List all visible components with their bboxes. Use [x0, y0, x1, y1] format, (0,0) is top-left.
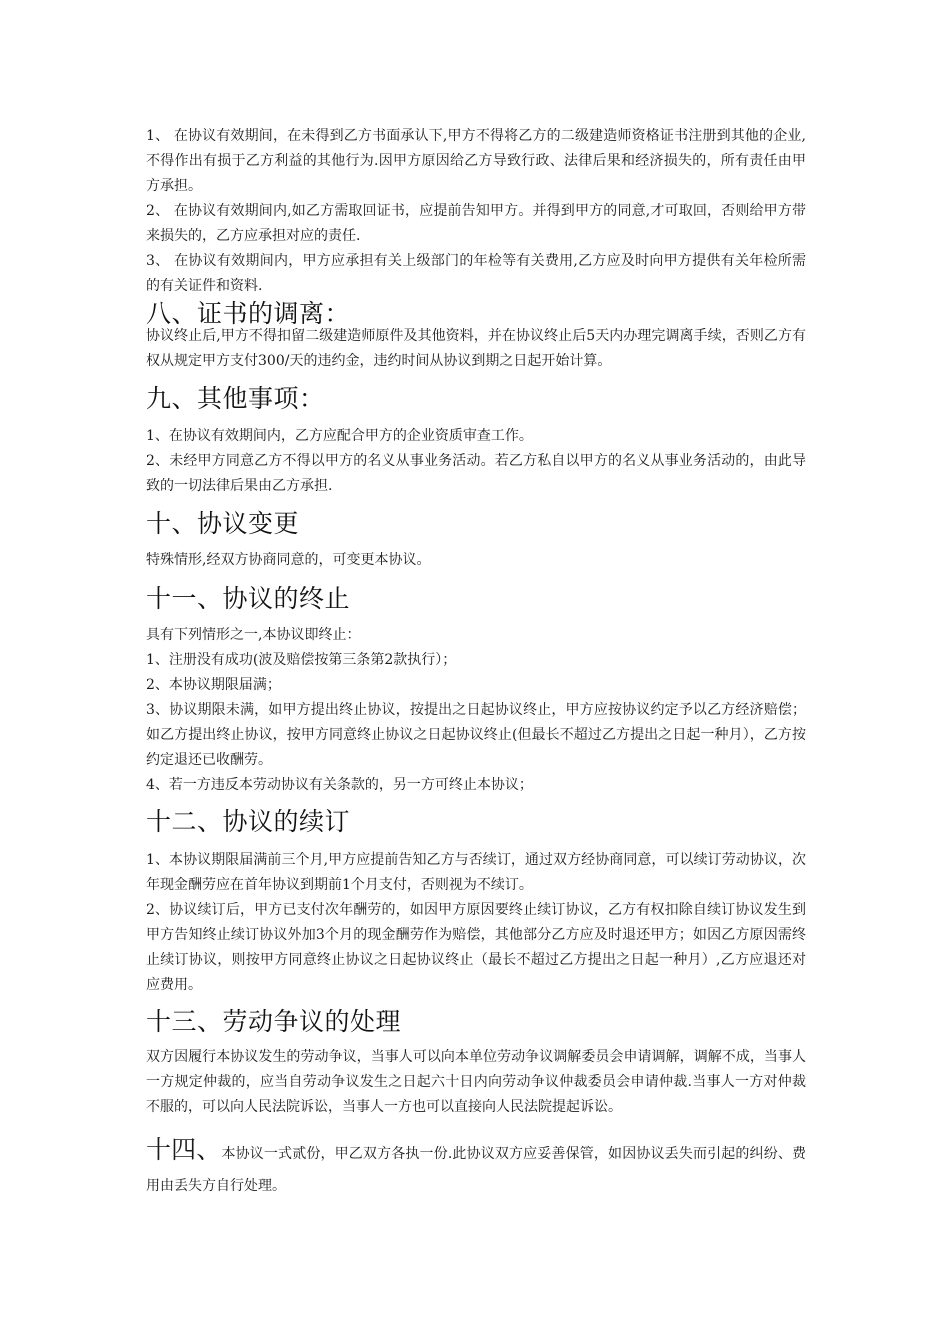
- clause-11-3: 3、协议期限未满，如甲方提出终止协议，按提出之日起协议终止，甲方应按协议约定予以乙方经济赔偿；如乙方提出终止协议，按甲方同意终止协议之日起协议终止(但最长不超过乙方提出之日起一种月），乙方按约定退还已收酬劳。: [146, 702, 806, 768]
- section-11-intro: 具有下列情形之一,本协议即终止：: [146, 627, 361, 643]
- section-12-heading: 十二、协议的续订: [146, 807, 351, 836]
- clause-9-1: 1、在协议有效期间内，乙方应配合甲方的企业资质审查工作。: [146, 428, 533, 444]
- clause-11-1: 1、注册没有成功(波及赔偿按第三条第2款执行）；: [146, 652, 457, 668]
- section-10-heading: 十、协议变更: [146, 509, 300, 538]
- section-13-heading: 十三、劳动争议的处理: [146, 1007, 402, 1036]
- clause-7-3: 3、 在协议有效期间内，甲方应承担有关上级部门的年检等有关费用,乙方应及时向甲方提供有关年检所需的有关证件和资料.: [146, 253, 806, 294]
- clause-12-2: 2、协议续订后，甲方已支付次年酬劳的，如因甲方原因要终止续订协议，乙方有权扣除自续订协议发生到甲方告知终止续订协议外加3个月的现金酬劳作为赔偿，其他部分乙方应及时退还甲方；如因乙方原因需终止续订协议，则按甲方同意终止协议之日起协议终止（最长不超过乙方提出之日起一种月）,乙方应退还对应费用。: [146, 902, 806, 993]
- section-13-body: 双方因履行本协议发生的劳动争议，当事人可以向本单位劳动争议调解委员会申请调解，调解不成，当事人一方规定仲裁的，应当自劳动争议发生之日起六十日内向劳动争议仲裁委员会申请仲裁.当事人一方对仲裁不服的，可以向人民法院诉讼，当事人一方也可以直接向人民法院提起诉讼。: [146, 1049, 806, 1115]
- clause-9-2: 2、未经甲方同意乙方不得以甲方的名义从事业务活动。若乙方私自以甲方的名义从事业务活动的，由此导致的一切法律后果由乙方承担.: [146, 453, 806, 494]
- section-10-body: 特殊情形,经双方协商同意的，可变更本协议。: [146, 552, 431, 568]
- clause-12-1: 1、本协议期限届满前三个月,甲方应提前告知乙方与否续订，通过双方经协商同意，可以续订劳动协议，次年现金酬劳应在首年协议到期前1个月支付，否则视为不续订。: [146, 852, 806, 893]
- clause-7-1: 1、 在协议有效期间，在未得到乙方书面承认下,甲方不得将乙方的二级建造师资格证书注册到其他的企业,不得作出有损于乙方利益的其他行为.因甲方原因给乙方导致行政、法律后果和经济损失的，所有责任由甲方承担。: [146, 128, 806, 194]
- section-11-heading: 十一、协议的终止: [146, 584, 351, 613]
- section-9-heading: 九、其他事项：: [146, 384, 325, 413]
- clause-11-2: 2、本协议期限届满；: [146, 677, 281, 693]
- section-8-body: 协议终止后,甲方不得扣留二级建造师原件及其他资料，并在协议终止后5天内办理完调离手续，否则乙方有权从规定甲方支付300/天的违约金，违约时间从协议到期之日起开始计算。: [146, 328, 806, 369]
- section-14: [146, 1134, 806, 1202]
- section-14-heading: 十四、: [146, 1135, 222, 1164]
- section-14-body: 本协议一式贰份，甲乙双方各执一份.此协议双方应妥善保管，如因协议丢失而引起的纠纷、费用由丢失方自行处理。: [146, 1146, 806, 1194]
- section-8-heading: 八、证书的调离：: [146, 299, 351, 328]
- clause-11-4: 4、若一方违反本劳动协议有关条款的，另一方可终止本协议；: [146, 777, 533, 793]
- clause-7-2: 2、 在协议有效期间内,如乙方需取回证书，应提前告知甲方。并得到甲方的同意,才可取回，否则给甲方带来损失的，乙方应承担对应的责任.: [146, 203, 806, 244]
